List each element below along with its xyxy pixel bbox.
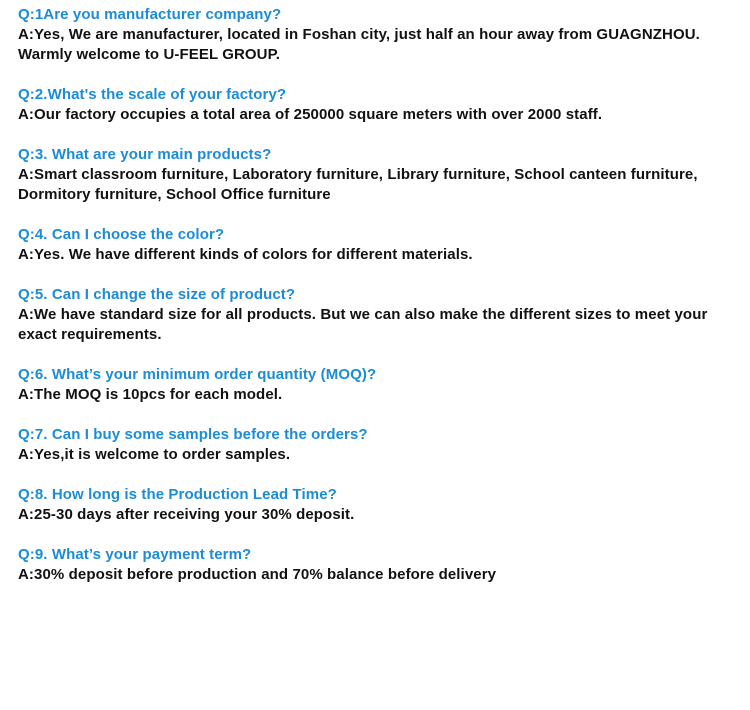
- faq-question: Q:3. What are your main products?: [18, 146, 272, 163]
- faq-question: Q:9. What’s your payment term?: [18, 546, 252, 563]
- faq-item: [18, 485, 728, 525]
- faq-question: Q:4. Can I choose the color?: [18, 226, 225, 243]
- faq-question: Q:2.What's the scale of your factory?: [18, 86, 287, 103]
- faq-answer: A:Our factory occupies a total area of 250000 square meters with over 2000 staff.: [18, 106, 603, 123]
- faq-answer: A:Smart classroom furniture, Laboratory furniture, Library furniture, School canteen furniture, Dormitory furniture, School Office furniture: [18, 166, 698, 203]
- faq-question: Q:1Are you manufacturer company?: [18, 6, 282, 23]
- faq-item: [18, 85, 728, 125]
- faq-question: Q:6. What’s your minimum order quantity (MOQ)?: [18, 366, 377, 383]
- faq-answer: A:Yes. We have different kinds of colors for different materials.: [18, 246, 473, 263]
- faq-answer: A:Yes,it is welcome to order samples.: [18, 446, 291, 463]
- faq-answer: A:We have standard size for all products. But we can also make the different sizes to meet your exact requirements.: [18, 306, 708, 343]
- faq-question: Q:5. Can I change the size of product?: [18, 286, 296, 303]
- faq-answer: A:Yes, We are manufacturer, located in Foshan city, just half an hour away from GUAGNZHOU. Warmly welcome to U-FEEL GROUP.: [18, 26, 700, 63]
- faq-answer: A:30% deposit before production and 70% balance before delivery: [18, 566, 497, 583]
- faq-item: [18, 545, 728, 585]
- faq-item: [18, 425, 728, 465]
- faq-item: [18, 5, 728, 65]
- faq-item: [18, 365, 728, 405]
- faq-question: Q:7. Can I buy some samples before the orders?: [18, 426, 368, 443]
- faq-item: [18, 145, 728, 205]
- faq-answer: A:The MOQ is 10pcs for each model.: [18, 386, 283, 403]
- faq-item: [18, 285, 728, 345]
- faq-question: Q:8. How long is the Production Lead Time?: [18, 486, 337, 503]
- faq-item: [18, 225, 728, 265]
- faq-answer: A:25-30 days after receiving your 30% deposit.: [18, 506, 355, 523]
